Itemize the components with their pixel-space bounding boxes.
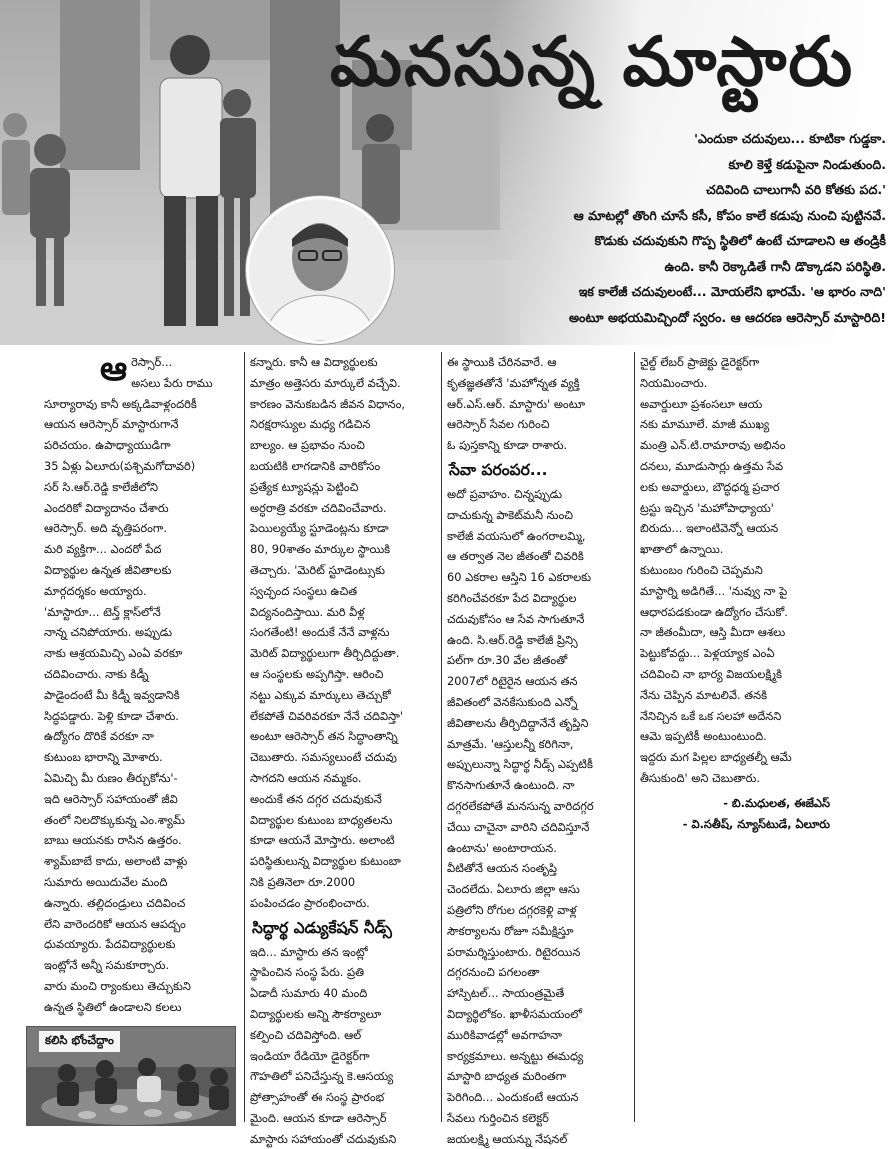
body-line: కన్నారు. కానీ ఆ విద్యార్థులకు (250, 355, 378, 369)
body-line: ఇది ఆరెస్సార్ సహాయంతో జీవి (44, 791, 178, 806)
body-line: మాత్రం అత్తెసరు మార్కులే వచ్చేవి. (250, 375, 401, 390)
body-line: ప్రోత్సాహంతో ఈ సంస్థ ప్రారంభ (250, 1090, 385, 1105)
intro-line: ఇక కాలేజీ చదువులంటే... మోయలేని భారమే. 'ఆ భారం నాది' (578, 284, 886, 299)
body-line: అర్ధరాత్రి వరకూ చదివించేవారు. (250, 500, 387, 515)
body-line: 2007లో రిటైరైన ఆయన తన (447, 674, 578, 689)
intro-quote (396, 126, 886, 330)
column-4 (640, 352, 830, 834)
body-line: పెరిగింది... ఎందుకంటే ఆయన (447, 1090, 579, 1105)
intro-line: అంటూ అభయమిచ్చిందో స్వరం. ఆ ఆదరణ ఆరెస్సార్ మాస్టారిది! (568, 309, 886, 325)
body-line: కారణం వెనుకబడిన జీవన విధానం, (250, 396, 406, 411)
body-line: వారు మంచి ర్యాంకులు తెచ్చుకుని (44, 978, 191, 993)
body-line: దాచుకున్న పాకెట్‌మనీ నుంచి (447, 507, 574, 522)
portrait-image (249, 199, 391, 341)
body-line: ఉన్నత స్థితిలో ఉండాలని కలలు (44, 999, 182, 1014)
body-line: మైంది. ఆయన కూడా ఆరెస్సార్ (250, 1110, 387, 1125)
body-line: జీవితాలను తీర్చిదిద్దానేనే తృప్తిని (447, 715, 589, 730)
body-line: అంటూ ఆరెస్సార్ తన సిద్ధాంతాన్ని (250, 729, 398, 744)
body-line: చదివించారు. నాకు కిడ్నీ (44, 666, 149, 681)
body-line: పాడైందంటే మీ కిడ్నీ ఇవ్వడానికి (44, 687, 180, 702)
subheading-seva: సేవా పరంపర... (449, 460, 548, 479)
body-line: కల్పించి చదివిస్తోంది. ఆల్ (250, 1027, 362, 1042)
body-line: సిద్ధపడ్డారు. పెళ్లి కూడా చేశారు. (44, 708, 179, 723)
body-line: అప్పులున్నా సిద్ధార్థ నీడ్స్ ఎప్పటికీ (447, 757, 593, 772)
body-line: జయలక్ష్మి ఆయన్ను నేషనల్ (447, 1131, 568, 1146)
intro-line: చదివింది చాలుగానీ వరి కోతకు పద.' (706, 182, 886, 197)
body-line: దనలు, మూడుసార్లు ఉత్తమ సేవ (640, 458, 784, 473)
body-line: ఆరెస్సార్. అది వృత్తిపరంగా. (44, 521, 168, 536)
body-line: మెరిట్ విద్యార్థులుగా తీర్చిదిద్దుతా. (250, 646, 400, 661)
body-line: చేయి చాచైనా వారిని చదివిస్తూనే (447, 819, 590, 834)
body-line: ధువయ్యారు. పేదవిద్యార్థులకు (44, 937, 176, 952)
body-line: అవార్డులూ ప్రశంసలూ ఆయ (640, 396, 763, 411)
body-line: నియమించారు. (640, 375, 708, 390)
body-line: ప్రత్యేక ట్యూషన్లు పెట్టించి (250, 479, 359, 494)
body-line: జీవితంలో వెనకేసుకుంది ఎన్నో (447, 694, 578, 709)
body-line: లకు అవార్డులు, బౌద్ధధర్మ ప్రచార (640, 479, 780, 494)
column-1 (44, 349, 238, 1018)
body-line: వీటితోనే ఆయన సంతృప్తి (447, 861, 558, 876)
body-line: శ్యామ్‌బాబే కాదు, అలాంటి వాళ్లు (44, 854, 188, 869)
teacher-portrait (246, 196, 394, 344)
body-line: ఆ సంస్థలకు అప్పగిస్తా. ఆరించి (250, 666, 384, 681)
body-line: నట్టు ఎక్కువ మార్కులు తెచ్చుకో (250, 687, 391, 702)
body-line: 80, 90శాతం మార్కుల స్థాయికి (250, 542, 391, 557)
body-line: పంపించడం ప్రారంభించారు. (250, 895, 370, 910)
column-divider (634, 352, 635, 1122)
body-line: 35 ఏళ్లు ఏలూరు(పశ్చిమగోదావరి) (44, 458, 196, 473)
body-line: చైల్డ్ లేబర్ ప్రాజెక్టు డైరెక్టర్‌గా (640, 355, 760, 369)
body-line: మాత్రమే. 'ఆస్తులన్నీ కరిగినా, (447, 736, 574, 751)
body-line: కూడా ఆయనే మోస్తారు. అలాంటి (250, 833, 395, 848)
body-line: మాస్టార్ని అడిగితే... 'నువ్వు నా పై (640, 583, 788, 598)
body-line: ఏడాదీ సుమారు 40 మంది (250, 986, 368, 1001)
body-line: ఆమె ఇప్పటికీ అంటుంటుంది. (640, 729, 767, 744)
intro-line: కూలి కెళ్తే కడుపైనా నిండుతుంది. (728, 156, 886, 172)
body-line: కుటుంబ భారాన్ని మోశారు. (44, 750, 163, 765)
body-line: నకు మామూలే. మాజీ ముఖ్య (640, 417, 770, 432)
body-line: ఖాతాలో ఉన్నాయి. (640, 542, 724, 557)
body-line: విద్యార్థుల ఉన్నత జీవితాలకు (44, 562, 172, 577)
drop-cap: ఆ (100, 349, 128, 389)
body-line: నికి ప్రతినెలా రూ.2000 (250, 874, 356, 889)
body-line: ఈ స్థాయికి చేరినవారే. ఆ (447, 355, 557, 369)
body-line: ఓ పుస్తకాన్ని కూడా రాశారు. (447, 438, 568, 453)
body-line: స్థాపించిన సంస్థ పేరు. ప్రతి (250, 965, 365, 980)
body-line: అదో ప్రవాహం. చిన్నప్పుడు (447, 486, 563, 501)
body-line: మరి వ్యక్తిగా... ఎందరో పేద (44, 542, 162, 557)
body-line: బాల్యం. ఆ ప్రభావం నుంచి (250, 438, 365, 453)
body-line: నిరక్షరాస్యుల మధ్య గడిచిన (250, 417, 371, 432)
body-line: లేని వారెందరికో ఆయన ఆపద్బం (44, 916, 186, 931)
intro-line: 'ఎందుకా చదువులు... కూటికా గుడ్డకా. (694, 131, 886, 146)
subheading-siddhartha: సిద్ధార్థ ఎడ్యుకేషన్ నీడ్స్ (252, 918, 392, 937)
body-line: మాస్టారు సహాయంతో చదువుకుని (250, 1131, 397, 1146)
body-line: చదివించి నా భార్య విజయలక్ష్మికి (640, 666, 783, 681)
body-line: నేను చెప్పిన మాటలివే. తనకి (640, 687, 768, 702)
body-line: పరిచయం. ఉపాధ్యాయుడిగా (44, 438, 171, 453)
body-line: చెబుతారు. సమస్యలుంటే చదువు (250, 750, 397, 765)
body-line: ఇంట్లోనే అన్నీ సమకూర్చారు. (44, 958, 170, 973)
body-line: ఉన్నారు. తల్లిదండ్రులు చదివించ (44, 895, 186, 910)
body-line: నా జీతంమీదా, ఆస్తి మీదా ఆశలు (640, 625, 786, 640)
body-line: స్వచ్ఛంద సంస్థలు ఉచిత (250, 583, 358, 598)
body-line: తంలో నిలదొక్కుకున్న ఎం.శ్యామ్ (44, 812, 185, 827)
body-line: ఆధారపడకుండా ఉద్యోగం చేసుకో. (640, 604, 788, 619)
intro-line: కొడుకు చదువుకుని గొప్ప స్థితిలో ఉంటే చూడాలని ఆ తండ్రికీ (594, 233, 886, 248)
body-line: ఆ తర్వాత నెల జీతంతో చివరికి (447, 549, 584, 564)
body-line: కరిగించేవరకూ పేద విద్యార్థుల (447, 590, 577, 605)
body-line: కాలేజీ వయసులో ఉంగరాలమ్మి, (447, 528, 586, 543)
body-line: సూర్యారావు కానీ అక్కడివాళ్లందరికీ (44, 396, 197, 411)
body-line: ఆర్.ఎస్.ఆర్. మాస్టారు' అంటూ (447, 396, 586, 411)
body-line: అందుకే తన దగ్గర చదువుకునే (250, 791, 382, 806)
body-line: మార్గదర్శకం అయ్యారు. (44, 583, 147, 598)
body-line: 'మాస్టారూ... టెన్త్ క్లాస్‌లోనే (44, 604, 161, 619)
body-line: మురికివాడల్లో అవగాహనా (447, 1027, 562, 1042)
body-line: ఆరెస్సార్ సేవల గురించి (447, 417, 550, 432)
column-divider (441, 352, 442, 1122)
body-line: సంగతేంటి! అందుకే నేనే వాళ్లను (250, 625, 390, 640)
body-line: పత్రిలోని రోగుల దగ్గరకెళ్లి వాళ్ల (447, 902, 577, 917)
body-line: పరామర్శిస్తుంటారు. రిటైరయిన (447, 944, 581, 959)
body-line: మాస్టారి బాధ్యత మరింతగా (447, 1069, 567, 1084)
body-line: మంత్రి ఎన్.టి.రామారావు అభినం (640, 438, 786, 453)
body-line: విద్యనందిస్తాయి. మరి వీళ్ల (250, 604, 365, 619)
body-line: కృతజ్ఞతతోనే 'మహోన్నత వ్యక్తి (447, 375, 580, 390)
body-line: తీసుకుంది' అని చెబుతారు. (640, 770, 760, 785)
body-line: కొనసాగుతూనే ఉంటుంది. నా (447, 778, 575, 793)
column-divider (244, 352, 245, 1122)
body-line: ట్రస్టు ఇచ్చిన 'మహోపాధ్యాయ' (640, 500, 774, 515)
body-line: బాబు ఆయనకు రాసిన ఉత్తరం. (44, 833, 182, 848)
body-line: విద్యార్థుల కుటుంబ బాధ్యతలను (250, 812, 393, 827)
body-line: నాన్న చనిపోయారు. అప్పుడు (44, 625, 173, 640)
body-line: సుమారు అయిదువేల మంది (44, 874, 168, 889)
body-line: చెందలేదు. ఏలూరు జిల్లా ఆసు (447, 882, 580, 897)
body-line: సాగదని ఆయన నమ్మకం. (250, 770, 362, 785)
body-line: దగ్గరనుంచి పగలంతా (447, 965, 540, 980)
body-line: విద్యార్థిలోకం. ఖాళీసమయంలో (447, 1006, 582, 1021)
body-line: కార్యక్రమాలు. అన్నట్టు ఈమధ్య (447, 1048, 584, 1063)
body-line: రెస్సార్... (131, 355, 173, 369)
body-line: ఇది... మాస్టారు తన ఇంట్లో (250, 944, 368, 959)
body-line: సౌకర్యాలను రోజూ సమీక్షిస్తూ (447, 923, 574, 938)
body-line: కుటుంబం గురించి చెప్పమని (640, 562, 763, 577)
byline-reporter: - బి.మధులత, ఈజేఎస్ (723, 795, 830, 810)
intro-line: ఆ మాటల్లో తొంగి చూసే కసీ, కోపం కాలే కడుపు నుంచి పుట్టినవే. (573, 207, 886, 223)
body-line: విద్యార్థులకు అన్ని సౌకర్యాలూ (250, 1006, 382, 1021)
body-line: పెట్టుకోవద్దు... పెళ్లయ్యాక ఎంఏ (640, 646, 775, 661)
column-3 (447, 352, 629, 1149)
byline-reporter: - వి.సతీష్, న్యూస్‌టుడే, ఏలూరు (682, 816, 830, 831)
body-line: ఉంది. సి.ఆర్.రెడ్డి కాలేజీ ప్రిన్సి (447, 632, 578, 647)
body-line: సర్ సి.ఆర్.రెడ్డి కాలేజీలోని (44, 479, 158, 494)
body-line: హాస్పిటల్... సాయంత్రమైతే (447, 986, 565, 1001)
body-line: బయటికి లాగడానికి వారికోసం (250, 458, 381, 473)
body-line: 60 ఎకరాల ఆస్తిని 16 ఎకరాలకు (447, 570, 592, 585)
intro-line: ఉంది. కానీ రెక్కాడితే గానీ డొక్కాడని పరిస్థితి. (664, 258, 886, 274)
body-line: ఇండియా రేడియో డైరెక్టర్‌గా (250, 1048, 370, 1063)
body-line: పల్‌గా రూ.30 వేల జీతంతో (447, 653, 568, 668)
body-line: ఆయన ఆరెస్సార్ మాస్టారుగానే (44, 417, 179, 432)
body-line: తెచ్చారు. 'మెరిట్ స్టూడెంట్సుకు (250, 562, 385, 577)
column-2 (250, 352, 436, 1149)
article-title: మనసున్న మాస్టారు (330, 23, 855, 102)
inset-caption: కలిసి భోంచేద్దాం (39, 1031, 120, 1052)
body-line: గౌహతిలో పనిచేస్తున్న కె.ఆసయ్య (250, 1069, 394, 1084)
body-line: ఏమిచ్చి మీ రుణం తీర్చుకోను'- (44, 770, 178, 785)
body-line: సేవలు గుర్తించిన కలెక్టర్ (447, 1110, 549, 1125)
article-header (0, 0, 892, 345)
body-line: నాకు ఆశ్రయమిచ్చి ఎంఏ వరకూ (44, 646, 183, 661)
body-line: దగ్గరలేకపోతే మనసున్న వారిదగ్గర (447, 798, 594, 813)
inset-photo (26, 1026, 236, 1126)
body-line: చదువుకోసం ఆ సేవ సాగుతూనే (447, 611, 585, 626)
body-line: ఉద్యోగం దొరికే వరకూ నా (44, 729, 154, 744)
body-line: నేనిచ్చిన ఒకే ఒక సలహా అదేనని (640, 708, 782, 723)
body-line: ఇద్దరు మగ పిల్లల బాధ్యతల్నీ ఆమే (640, 750, 792, 765)
body-line: ఉంటాను' అంటారాయన. (447, 840, 557, 855)
body-line: లేకపోతే చివరివరకూ నేనే చదివిస్తా' (250, 708, 403, 723)
body-line: ఎందరికో విద్యాదానం చేశారు (44, 500, 169, 515)
body-line: పెయిల్యయ్యే స్టూడెంట్లను కూడా (250, 521, 389, 536)
body-line: అసలు పేరు రాము (131, 375, 213, 390)
body-line: పరిస్థితులున్న విద్యార్థుల కుటుంబా (250, 854, 401, 869)
body-line: బిరుదు... ఇలాంటివెన్నో ఆయన (640, 521, 779, 536)
